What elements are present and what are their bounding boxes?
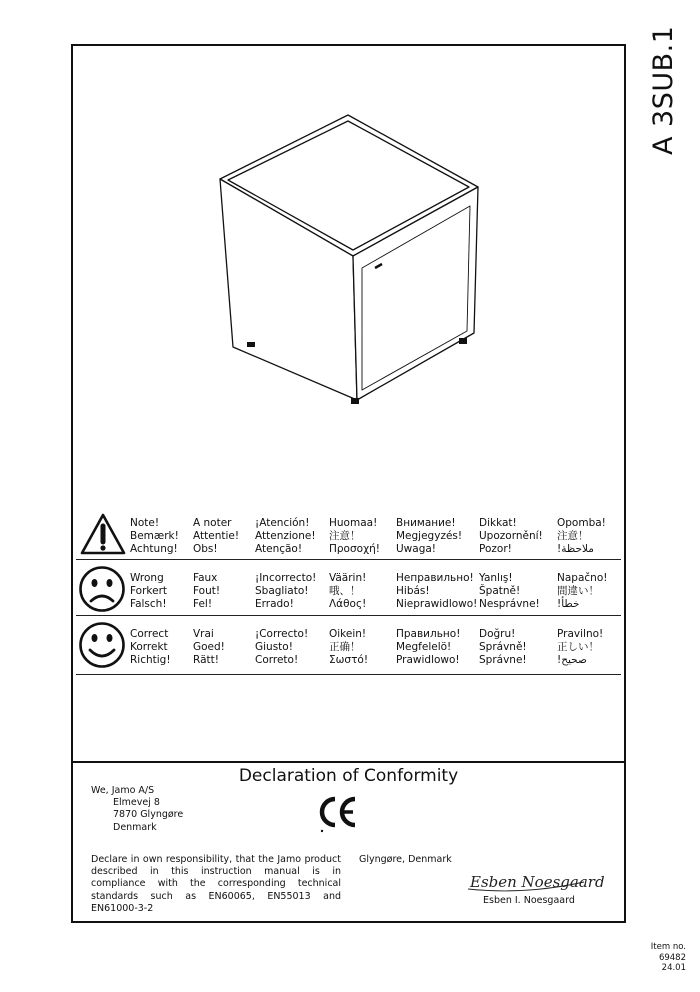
item-info <box>630 942 686 974</box>
correct-column: Oikein! 正确！ Σωστό! <box>329 628 369 666</box>
correct-column: Правильно! Megfelelö! Prawidlowo! <box>396 628 461 666</box>
signer-name: Esben I. Noesgaard <box>483 895 575 906</box>
address-street: Elmevej 8 <box>113 797 160 809</box>
correct-column: Pravilno! 正しい！ !صحيح <box>557 628 604 666</box>
divider <box>73 761 624 763</box>
warning-column: A noter Attentie! Obs! <box>193 517 240 555</box>
item-number: 69482 <box>658 952 686 963</box>
wrong-column: Väärin! 哦、！ Λάθος! <box>329 572 367 610</box>
subwoofer-illustration <box>73 46 624 426</box>
sad-face-icon <box>78 565 126 613</box>
address-we-line: We, Jamo A/S <box>91 785 155 796</box>
correct-column: Vrai Goed! Rätt! <box>193 628 225 666</box>
divider <box>76 559 621 560</box>
wrong-column: Faux Fout! Fel! <box>193 572 221 610</box>
warning-column: ¡Atención! Attenzione! Atenção! <box>255 517 316 555</box>
ce-mark-icon <box>318 791 358 835</box>
warning-column: Note! Bemærk! Achtung! <box>130 517 179 555</box>
wrong-column: Yanlış! Špatně! Nesprávne! <box>479 572 540 610</box>
divider <box>76 674 621 675</box>
happy-face-icon <box>78 621 126 669</box>
company-address <box>91 785 183 834</box>
declaration-place: Glyngøre, Denmark <box>359 854 452 865</box>
correct-column: Doğru! Správně! Správne! <box>479 628 527 666</box>
item-label: Item no. <box>650 942 686 952</box>
correct-column: Correct Korrekt Richtig! <box>130 628 171 666</box>
warning-column: Huomaa! 注意！ Προσοχή! <box>329 517 380 555</box>
address-country: Denmark <box>113 821 157 833</box>
correct-column: ¡Correcto! Giusto! Correto! <box>255 628 309 666</box>
declaration-text: Declare in own responsibility, that the Jamo product described in this instruction manual is in compliance with the corresponding technical standards such as EN60065, EN55013 and EN61000-3-2 <box>91 854 341 914</box>
wrong-column: Wrong Forkert Falsch! <box>130 572 168 610</box>
warning-column: Внимание! Megjegyzés! Uwaga! <box>396 517 463 555</box>
warning-column: Opomba! 注意！ !ملاحظة <box>557 517 606 555</box>
page-frame <box>71 44 626 923</box>
wrong-column: ¡Incorrecto! Sbagliato! Errado! <box>255 572 317 610</box>
svg-text:Esben Noesgaard: Esben Noesgaard <box>470 873 605 891</box>
warning-column: Dikkat! Upozornění! Pozor! <box>479 517 543 555</box>
address-city: 7870 Glyngøre <box>113 809 184 821</box>
signature-image <box>466 868 605 894</box>
wrong-column: Napačno! 間違い！ !خطأ <box>557 572 608 610</box>
model-code: A 3SUB.1 <box>648 25 679 155</box>
declaration-title: Declaration of Conformity <box>238 766 459 786</box>
divider <box>76 615 621 616</box>
warning-triangle-icon <box>80 513 126 555</box>
item-date: 24.01 <box>661 963 686 973</box>
wrong-column: Неправильно! Hibás! Nieprawidlowo! <box>396 572 478 610</box>
